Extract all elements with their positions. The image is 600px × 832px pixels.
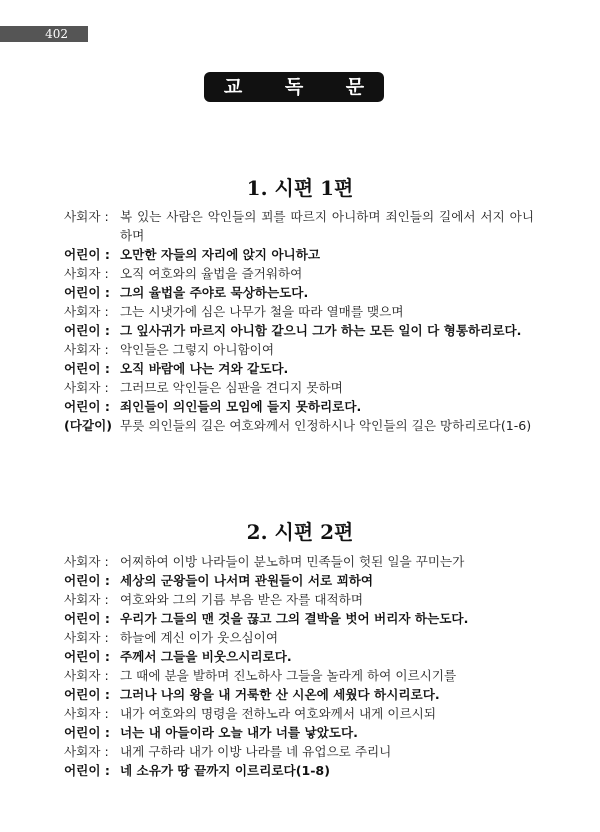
section-title: 1. 시편 1편 xyxy=(246,176,354,200)
speaker-label: 사회자 : xyxy=(64,342,109,357)
line-text: 그는 시냇가에 심은 나무가 철을 따라 열매를 맺으며 xyxy=(120,304,404,319)
speaker-label: 사회자 : xyxy=(64,706,109,721)
line-text: 너는 내 아들이라 오늘 내가 너를 낳았도다. xyxy=(120,725,358,740)
line-text: 네 소유가 땅 끝까지 이르리로다(1-8) xyxy=(120,763,330,778)
line-text: 무릇 의인들의 길은 여호와께서 인정하시나 악인들의 길은 망하리로다(1-6) xyxy=(120,418,532,433)
line-text: 오만한 자들의 자리에 앉지 아니하고 xyxy=(120,247,321,262)
line-text: 죄인들이 의인들의 모임에 들지 못하리로다. xyxy=(120,399,362,414)
speaker-label: 어린이 : xyxy=(64,725,110,740)
children-line xyxy=(64,609,534,628)
children-line xyxy=(64,685,534,704)
children-line xyxy=(64,245,534,264)
speaker-label: 어린이 : xyxy=(64,399,110,414)
line-text: 그러나 나의 왕을 내 거룩한 산 시온에 세웠다 하시리로다. xyxy=(120,687,440,702)
children-line xyxy=(64,321,534,340)
speaker-label: 사회자 : xyxy=(64,744,109,759)
children-line xyxy=(64,397,534,416)
responsive-reading-list xyxy=(64,207,534,435)
speaker-label: 사회자 : xyxy=(64,304,109,319)
speaker-label: 어린이 : xyxy=(64,323,110,338)
line-text: 복 있는 사람은 악인들의 꾀를 따르지 아니하며 죄인들의 길에서 서지 아니하며 xyxy=(120,209,534,243)
children-line xyxy=(64,723,534,742)
leader-line xyxy=(64,378,534,397)
line-text: 주께서 그들을 비웃으시리로다. xyxy=(120,649,292,664)
speaker-label: 어린이 : xyxy=(64,573,110,588)
line-text: 악인들은 그렇지 아니함이여 xyxy=(120,342,274,357)
children-line xyxy=(64,647,534,666)
speaker-label: 사회자 : xyxy=(64,668,109,683)
speaker-label: 어린이 : xyxy=(64,611,110,626)
speaker-label: 어린이 : xyxy=(64,649,110,664)
leader-line xyxy=(64,628,534,647)
line-text: 그 때에 분을 발하며 진노하사 그들을 놀라게 하여 이르시기를 xyxy=(120,668,457,683)
line-text: 그러므로 악인들은 심판을 견디지 못하며 xyxy=(120,380,343,395)
children-line xyxy=(64,283,534,302)
speaker-label: 사회자 : xyxy=(64,554,109,569)
line-text: 그 잎사귀가 마르지 아니함 같으니 그가 하는 모든 일이 다 형통하리로다. xyxy=(120,323,522,338)
line-text: 내가 여호와의 명령을 전하노라 여호와께서 내게 이르시되 xyxy=(120,706,436,721)
children-line xyxy=(64,761,534,780)
line-text: 그의 율법을 주야로 묵상하는도다. xyxy=(120,285,309,300)
leader-line xyxy=(64,590,534,609)
speaker-label: (다같이) xyxy=(64,418,113,433)
speaker-label: 사회자 : xyxy=(64,380,109,395)
speaker-label: 어린이 : xyxy=(64,361,110,376)
leader-line xyxy=(64,207,534,245)
leader-line xyxy=(64,264,534,283)
speaker-label: 어린이 : xyxy=(64,763,110,778)
speaker-label: 어린이 : xyxy=(64,285,110,300)
page-title: 교 독 문 xyxy=(204,72,384,102)
children-line xyxy=(64,359,534,378)
leader-line xyxy=(64,666,534,685)
line-text: 우리가 그들의 맨 것을 끊고 그의 결박을 벗어 버리자 하는도다. xyxy=(120,611,469,626)
speaker-label: 사회자 : xyxy=(64,266,109,281)
page-number: 402 xyxy=(0,26,88,42)
speaker-label: 사회자 : xyxy=(64,209,109,224)
line-text: 여호와와 그의 기름 부음 받은 자를 대적하며 xyxy=(120,592,363,607)
line-text: 내게 구하라 내가 이방 나라를 네 유업으로 주리니 xyxy=(120,744,392,759)
line-text: 오직 여호와의 율법을 즐거워하여 xyxy=(120,266,303,281)
responsive-reading-list xyxy=(64,552,534,780)
leader-line xyxy=(64,552,534,571)
leader-line xyxy=(64,704,534,723)
leader-line xyxy=(64,302,534,321)
leader-line xyxy=(64,340,534,359)
line-text: 세상의 군왕들이 나서며 관원들이 서로 꾀하여 xyxy=(120,573,374,588)
speaker-label: 사회자 : xyxy=(64,630,109,645)
line-text: 어찌하여 이방 나라들이 분노하며 민족들이 헛된 일을 꾸미는가 xyxy=(120,554,465,569)
speaker-label: 어린이 : xyxy=(64,687,110,702)
line-text: 하늘에 계신 이가 웃으심이여 xyxy=(120,630,278,645)
speaker-label: 사회자 : xyxy=(64,592,109,607)
children-line xyxy=(64,571,534,590)
speaker-label: 어린이 : xyxy=(64,247,110,262)
together-line xyxy=(64,416,534,435)
section-title: 2. 시편 2편 xyxy=(246,520,354,544)
line-text: 오직 바람에 나는 겨와 같도다. xyxy=(120,361,289,376)
leader-line xyxy=(64,742,534,761)
